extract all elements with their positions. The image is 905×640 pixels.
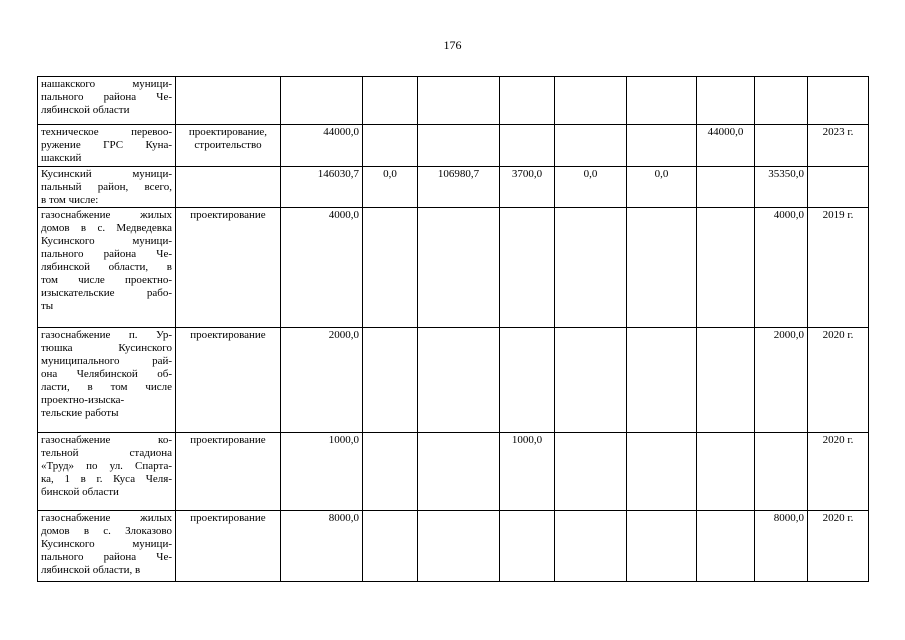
object-name-line: нашакского муници- xyxy=(41,78,172,90)
table-body xyxy=(38,77,869,582)
total-cell: 1000,0 xyxy=(281,433,363,511)
object-name-line: домов в с. Злоказово xyxy=(41,525,172,537)
amount-cell: 106980,7 xyxy=(418,167,500,208)
start-year-cell xyxy=(808,167,869,208)
object-name-line: муниципального рай- xyxy=(41,355,172,367)
work-type-cell xyxy=(176,77,281,125)
amount-cell xyxy=(418,77,500,125)
work-type-line: проектирование xyxy=(190,434,266,446)
total-cell: 44000,0 xyxy=(281,125,363,167)
amount-cell xyxy=(500,511,555,582)
amount-cell xyxy=(500,328,555,433)
total-cell: 4000,0 xyxy=(281,208,363,328)
object-name-line: том числе проектно- xyxy=(41,274,172,286)
amount-cell: 2000,0 xyxy=(755,328,808,433)
object-name-line: тельские работы xyxy=(41,407,119,419)
work-type-line: проектирование xyxy=(190,329,266,341)
object-name-line: Кусинского муници- xyxy=(41,538,172,550)
amount-cell xyxy=(363,511,418,582)
work-type-cell xyxy=(176,328,281,433)
start-year-cell: 2020 г. xyxy=(808,511,869,582)
amount-cell: 0,0 xyxy=(363,167,418,208)
table-row xyxy=(38,433,869,511)
start-year-cell: 2020 г. xyxy=(808,433,869,511)
total-cell: 8000,0 xyxy=(281,511,363,582)
work-type-cell xyxy=(176,208,281,328)
total-cell: 146030,7 xyxy=(281,167,363,208)
amount-cell xyxy=(363,433,418,511)
work-type-cell xyxy=(176,433,281,511)
amount-cell xyxy=(627,125,697,167)
amount-cell xyxy=(555,208,627,328)
amount-cell xyxy=(555,511,627,582)
object-name-line: пального района Че- xyxy=(41,91,172,103)
object-name-cell xyxy=(38,328,176,433)
table-row xyxy=(38,167,869,208)
object-name-line: Кусинского муници- xyxy=(41,235,172,247)
amount-cell xyxy=(363,328,418,433)
amount-cell xyxy=(627,208,697,328)
amount-cell: 4000,0 xyxy=(755,208,808,328)
amount-cell xyxy=(697,208,755,328)
object-name-line: ружение ГРС Куна- xyxy=(41,139,172,151)
work-type-cell xyxy=(176,511,281,582)
object-name-line: пального района Че- xyxy=(41,551,172,563)
amount-cell xyxy=(755,433,808,511)
start-year-cell xyxy=(808,77,869,125)
work-type-line: проектирование, xyxy=(188,126,268,138)
amount-cell: 0,0 xyxy=(555,167,627,208)
object-name-line: газоснабжение жилых xyxy=(41,209,172,221)
work-type-line: строительство xyxy=(194,139,262,151)
total-cell: 2000,0 xyxy=(281,328,363,433)
object-name-cell xyxy=(38,167,176,208)
work-type-line: проектирование xyxy=(190,209,266,221)
table-row xyxy=(38,208,869,328)
amount-cell: 3700,0 xyxy=(500,167,555,208)
amount-cell xyxy=(555,77,627,125)
object-name-line: проектно-изыска- xyxy=(41,394,125,406)
object-name-line: лябинской области xyxy=(41,104,130,116)
work-type-cell xyxy=(176,125,281,167)
amount-cell xyxy=(627,433,697,511)
page-number: 176 xyxy=(443,38,462,52)
table-row xyxy=(38,125,869,167)
total-cell xyxy=(281,77,363,125)
object-name-line: газоснабжение п. Ур- xyxy=(41,329,172,341)
object-name-line: пальный район, всего, xyxy=(41,181,172,193)
table-row xyxy=(38,77,869,125)
amount-cell xyxy=(627,77,697,125)
work-type-line: проектирование xyxy=(190,512,266,524)
amount-cell: 35350,0 xyxy=(755,167,808,208)
amount-cell xyxy=(627,328,697,433)
amount-cell xyxy=(500,125,555,167)
object-name-line: техническое перевоо- xyxy=(41,126,172,138)
amount-cell xyxy=(418,125,500,167)
object-name-line: лябинской области, в xyxy=(41,261,172,273)
object-name-line: газоснабжение ко- xyxy=(41,434,172,446)
amount-cell xyxy=(500,208,555,328)
object-name-line: домов в с. Медведевка xyxy=(41,222,172,234)
object-name-cell xyxy=(38,77,176,125)
object-name-line: «Труд» по ул. Спарта- xyxy=(41,460,172,472)
object-name-line: ласти, в том числе xyxy=(41,381,172,393)
amount-cell: 1000,0 xyxy=(500,433,555,511)
amount-cell xyxy=(755,125,808,167)
amount-cell xyxy=(697,77,755,125)
object-name-line: Кусинский муници- xyxy=(41,168,172,180)
object-name-line: пального района Че- xyxy=(41,248,172,260)
amount-cell xyxy=(363,77,418,125)
object-name-line: шакский xyxy=(41,152,82,164)
object-name-cell xyxy=(38,433,176,511)
work-type-cell xyxy=(176,167,281,208)
amount-cell xyxy=(500,77,555,125)
object-name-cell xyxy=(38,208,176,328)
table-row xyxy=(38,328,869,433)
object-name-line: изыскательские рабо- xyxy=(41,287,172,299)
amount-cell xyxy=(755,77,808,125)
amount-cell xyxy=(627,511,697,582)
object-name-cell xyxy=(38,511,176,582)
amount-cell xyxy=(555,125,627,167)
object-name-line: газоснабжение жилых xyxy=(41,512,172,524)
amount-cell xyxy=(697,167,755,208)
amount-cell xyxy=(697,511,755,582)
gas-supply-financing-table xyxy=(37,76,869,582)
object-name-line: лябинской области, в xyxy=(41,564,141,576)
amount-cell xyxy=(697,433,755,511)
amount-cell: 0,0 xyxy=(627,167,697,208)
object-name-line: ты xyxy=(41,300,54,312)
start-year-cell: 2023 г. xyxy=(808,125,869,167)
amount-cell xyxy=(418,328,500,433)
start-year-cell: 2020 г. xyxy=(808,328,869,433)
object-name-cell xyxy=(38,125,176,167)
table-row xyxy=(38,511,869,582)
amount-cell xyxy=(697,328,755,433)
object-name-line: ка, 1 в г. Куса Челя- xyxy=(41,473,172,485)
start-year-cell: 2019 г. xyxy=(808,208,869,328)
amount-cell: 44000,0 xyxy=(697,125,755,167)
object-name-line: тюшка Кусинского xyxy=(41,342,172,354)
amount-cell xyxy=(555,433,627,511)
object-name-line: тельной стадиона xyxy=(41,447,172,459)
object-name-line: бинской области xyxy=(41,486,119,498)
amount-cell xyxy=(418,433,500,511)
amount-cell xyxy=(363,208,418,328)
object-name-line: в том числе: xyxy=(41,194,99,206)
amount-cell: 8000,0 xyxy=(755,511,808,582)
amount-cell xyxy=(363,125,418,167)
amount-cell xyxy=(418,208,500,328)
object-name-line: она Челябинской об- xyxy=(41,368,172,380)
amount-cell xyxy=(555,328,627,433)
amount-cell xyxy=(418,511,500,582)
